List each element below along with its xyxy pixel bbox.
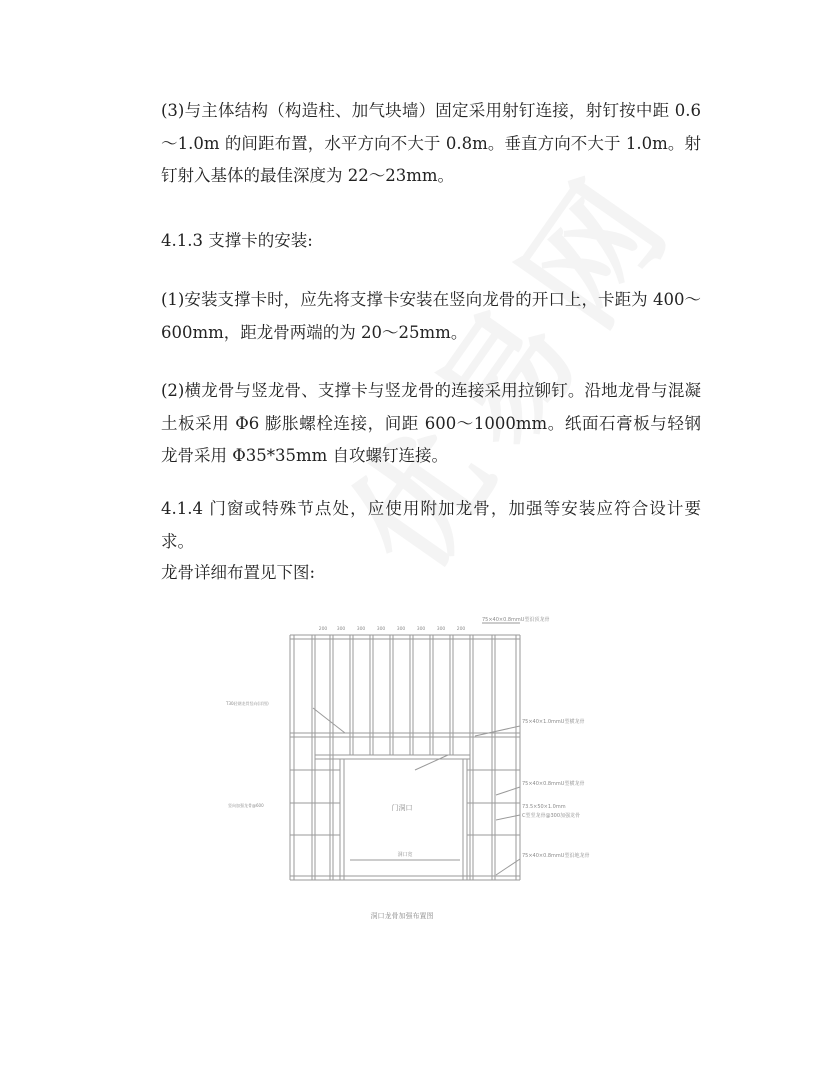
spacing-label: 300 xyxy=(336,627,346,632)
opening-width-label: 洞口宽 xyxy=(397,852,413,858)
section-heading-4-1-4: 4.1.4 门窗或特殊节点处，应使用附加龙骨，加强等安装应符合设计要求。 xyxy=(161,499,701,551)
opening-label: 门洞口 xyxy=(391,804,413,812)
spacing-label: 300 xyxy=(436,627,446,632)
drawing-canvas xyxy=(220,605,620,935)
drawing-caption: 洞口龙骨加强布置图 xyxy=(370,912,434,920)
paragraph-support-card: (1)安装支撑卡时，应先将支撑卡安装在竖向龙骨的开口上，卡距为 400～600mm，距龙骨两端的为 20～25mm。 xyxy=(161,290,701,342)
note-stud-spacing: C型竖龙骨@300加强龙骨 xyxy=(522,813,581,819)
note-rail: 75×40×0.8mmU型横龙骨 xyxy=(522,781,585,787)
note-floor-track: 75×40×0.8mmU型沿地龙骨 xyxy=(522,853,590,859)
section-heading-4-1-3: 4.1.3 支撑卡的安装: xyxy=(161,231,313,250)
keel-layout-drawing xyxy=(220,605,620,935)
spacing-label: 300 xyxy=(376,627,386,632)
spacing-label: 200 xyxy=(318,627,328,632)
note-left-bottom: 竖向加强龙骨@600 xyxy=(228,803,264,808)
spacing-label: 200 xyxy=(456,627,466,632)
note-header: 75×40×1.0mmU型横龙骨 xyxy=(522,719,585,725)
figure-intro: 龙骨详细布置见下图: xyxy=(161,563,316,582)
note-left-top: T30轻钢龙骨竖向(详图) xyxy=(226,701,269,706)
paragraph-rivet-connection: (2)横龙骨与竖龙骨、支撑卡与竖龙骨的连接采用拉铆钉。沿地龙骨与混凝土板采用 Φ6 膨胀螺栓连接，间距 600～1000mm。纸面石膏板与轻钢龙骨采用 Φ35*35mm 自攻螺钉连接。 xyxy=(161,381,701,465)
note-top-track: 75×40×0.8mmU型沿顶龙骨 xyxy=(482,617,550,623)
spacing-label: 300 xyxy=(356,627,366,632)
spacing-label: 300 xyxy=(396,627,406,632)
spacing-label: 300 xyxy=(416,627,426,632)
paragraph-fixing-method: (3)与主体结构（构造柱、加气块墙）固定采用射钉连接，射钉按中距 0.6～1.0m 的间距布置，水平方向不大于 0.8m。垂直方向不大于 1.0m。射钉射入基体的最佳深度为 22～23mm。 xyxy=(161,101,701,185)
note-stud-size: 73.5×50×1.0mm xyxy=(522,804,566,810)
